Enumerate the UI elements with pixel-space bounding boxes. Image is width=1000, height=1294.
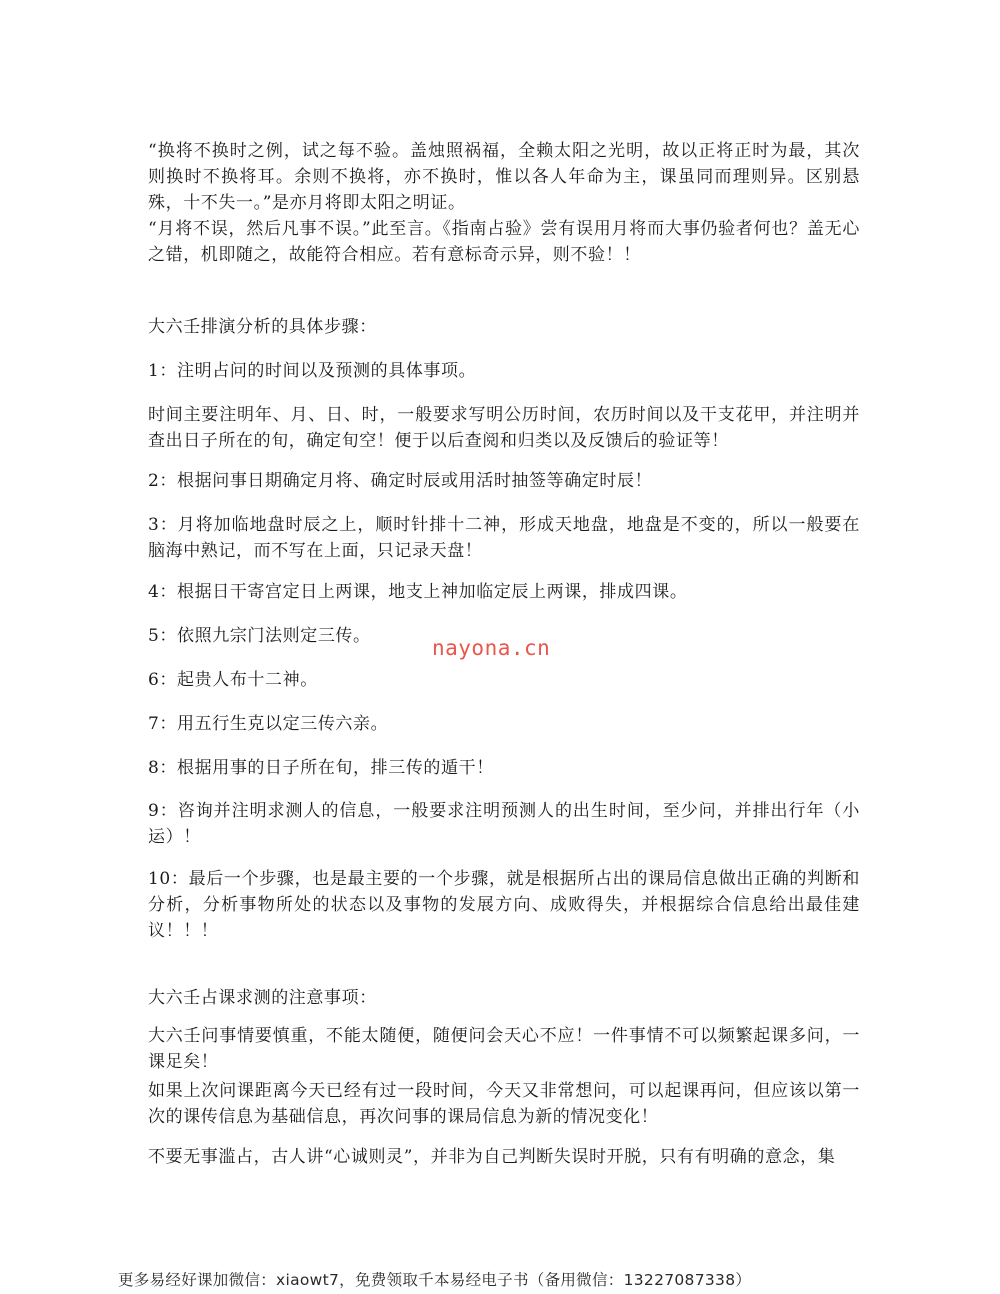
watermark-text: nayona.cn — [432, 636, 551, 660]
step-1: 1：注明占问的时间以及预测的具体事项。 — [148, 361, 477, 381]
step-10: 10：最后一个步骤，也是最主要的一个步骤，就是根据所占出的课局信息做出正确的判断和分析，分析事物所处的状态以及事物的发展方向、成败得失，并根据综合信息给出最佳建议！！！ — [148, 869, 860, 941]
step-1-detail: 时间主要注明年、月、日、时，一般要求写明公历时间，农历时间以及干支花甲，并注明并查出日子所在的旬，确定旬空！便于以后查阅和归类以及反馈后的验证等！ — [148, 405, 860, 451]
note-paragraph-2: 如果上次问课距离今天已经有过一段时间，今天又非常想问，可以起课再问，但应该以第一次的课传信息为基础信息，再次问事的课局信息为新的情况变化！ — [148, 1081, 860, 1127]
step-4: 4：根据日干寄宫定日上两课，地支上神加临定辰上两课，排成四课。 — [148, 582, 688, 602]
step-9: 9：咨询并注明求测人的信息，一般要求注明预测人的出生时间，至少问，并排出行年（小运）！ — [148, 801, 860, 847]
step-8: 8：根据用事的日子所在旬，排三传的遁干！ — [148, 758, 494, 778]
step-5: 5：依照九宗门法则定三传。 — [148, 626, 371, 646]
step-6: 6：起贵人布十二神。 — [148, 670, 318, 690]
footer-ad-text: 更多易经好课加微信：xiaowt7，免费领取千本易经电子书（备用微信：13227087338） — [118, 1271, 752, 1289]
paragraph-huanjiang: “换将不换时之例，试之每不验。盖烛照祸福，全赖太阳之光明，故以正将正时为最，其次则换时不换将耳。余则不换将，亦不换时，惟以各人年命为主，课虽同而理则异。区别悬殊，十不失一。”是亦月将即太阳之明证。 — [148, 141, 860, 213]
step-2: 2：根据问事日期确定月将、确定时辰或用活时抽签等确定时辰！ — [148, 471, 653, 491]
step-3: 3：月将加临地盘时辰之上，顺时针排十二神，形成天地盘，地盘是不变的，所以一般要在脑海中熟记，而不写在上面，只记录天盘！ — [148, 515, 860, 561]
section-heading-steps: 大六壬排演分析的具体步骤： — [148, 317, 377, 337]
note-paragraph-3: 不要无事滥占，古人讲“心诚则灵”，并非为自己判断失误时开脱，只有有明确的意念，集 — [148, 1147, 836, 1167]
step-7: 7：用五行生克以定三传六亲。 — [148, 714, 389, 734]
note-paragraph-1: 大六壬问事情要慎重，不能太随便，随便问会天心不应！一件事情不可以频繁起课多问，一课足矣！ — [148, 1026, 860, 1072]
paragraph-yuejiang: “月将不误，然后凡事不误。”此至言。《指南占验》尝有误用月将而大事仍验者何也？盖无心之错，机即随之，故能符合相应。若有意标奇示异，则不验！！ — [148, 219, 860, 265]
section-heading-notes: 大六壬占课求测的注意事项： — [148, 988, 377, 1008]
